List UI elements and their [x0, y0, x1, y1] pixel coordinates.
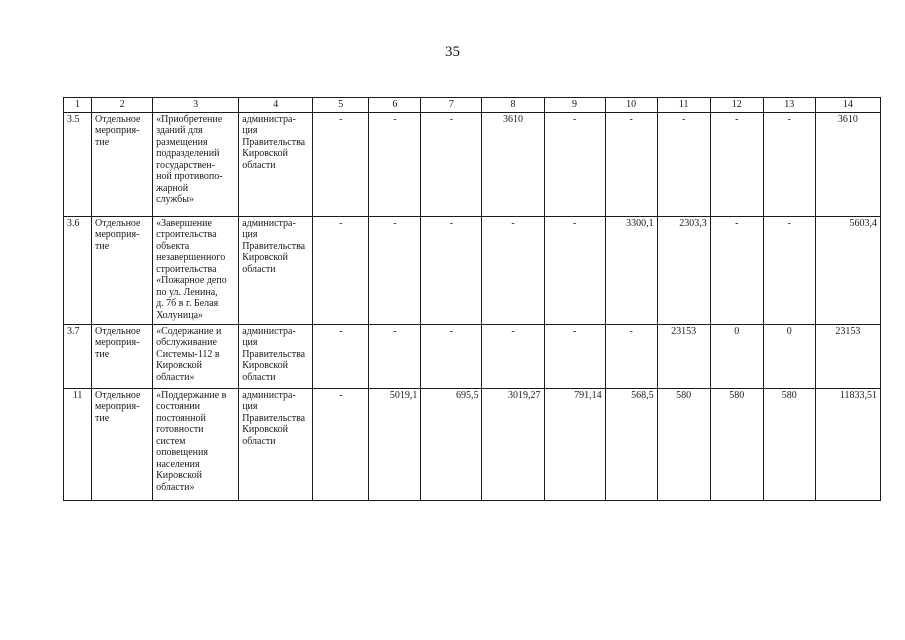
- cell-c6: -: [369, 216, 421, 324]
- header-cell: 6: [369, 98, 421, 113]
- cell-c10: 568,5: [605, 388, 657, 500]
- row-id: 3.5: [64, 112, 92, 216]
- cell-c11: 580: [657, 388, 710, 500]
- cell-c6: -: [369, 112, 421, 216]
- cell-c7: -: [421, 112, 482, 216]
- row-name: «Поддержание в состоянии постоянной готовности систем оповещения населения Кировской области»: [153, 388, 239, 500]
- table-row: [64, 112, 881, 216]
- header-row: [64, 98, 881, 113]
- cell-c11: 2303,3: [657, 216, 710, 324]
- row-name: «Завершение строительства объекта незавершенного строительства «Пожарное депо по ул. Ленина, д. 7б в г. Белая Холуница»: [153, 216, 239, 324]
- cell-c8: 3610: [482, 112, 544, 216]
- row-id: 11: [64, 388, 92, 500]
- header-cell: 14: [815, 98, 880, 113]
- row-type: Отдельное мероприя- тие: [92, 112, 153, 216]
- cell-c10: 3300,1: [605, 216, 657, 324]
- cell-c6: -: [369, 324, 421, 388]
- cell-c10: -: [605, 112, 657, 216]
- cell-c9: -: [544, 324, 605, 388]
- table-row: [64, 216, 881, 324]
- cell-c12: 580: [710, 388, 763, 500]
- cell-c5: -: [313, 216, 369, 324]
- header-cell: 8: [482, 98, 544, 113]
- cell-c14: 23153: [815, 324, 880, 388]
- header-cell: 1: [64, 98, 92, 113]
- cell-c11: 23153: [657, 324, 710, 388]
- row-executor: администра- ция Правительства Кировской области: [239, 324, 313, 388]
- header-cell: 9: [544, 98, 605, 113]
- cell-c8: -: [482, 216, 544, 324]
- cell-c7: 695,5: [421, 388, 482, 500]
- row-executor: администра- ция Правительства Кировской области: [239, 388, 313, 500]
- cell-c14: 3610: [815, 112, 880, 216]
- cell-c13: 580: [763, 388, 815, 500]
- header-cell: 5: [313, 98, 369, 113]
- header-cell: 11: [657, 98, 710, 113]
- cell-c10: -: [605, 324, 657, 388]
- cell-c6: 5019,1: [369, 388, 421, 500]
- row-name: «Приобретение зданий для размещения подразделений государствен- ной противопо- жарной службы»: [153, 112, 239, 216]
- row-executor: администра- ция Правительства Кировской области: [239, 216, 313, 324]
- table-row: [64, 324, 881, 388]
- cell-c8: 3019,27: [482, 388, 544, 500]
- cell-c9: 791,14: [544, 388, 605, 500]
- row-id: 3.7: [64, 324, 92, 388]
- cell-c9: -: [544, 216, 605, 324]
- cell-c9: -: [544, 112, 605, 216]
- cell-c14: 11833,51: [815, 388, 880, 500]
- cell-c14: 5603,4: [815, 216, 880, 324]
- cell-c8: -: [482, 324, 544, 388]
- header-cell: 12: [710, 98, 763, 113]
- cell-c5: -: [313, 324, 369, 388]
- cell-c12: -: [710, 112, 763, 216]
- header-cell: 4: [239, 98, 313, 113]
- cell-c7: -: [421, 324, 482, 388]
- header-cell: 13: [763, 98, 815, 113]
- page-number: 35: [445, 44, 460, 60]
- header-cell: 7: [421, 98, 482, 113]
- cell-c12: -: [710, 216, 763, 324]
- cell-c5: -: [313, 388, 369, 500]
- cell-c11: -: [657, 112, 710, 216]
- program-table: [63, 97, 881, 501]
- cell-c7: -: [421, 216, 482, 324]
- cell-c5: -: [313, 112, 369, 216]
- row-executor: администра- ция Правительства Кировской области: [239, 112, 313, 216]
- header-cell: 3: [153, 98, 239, 113]
- row-id: 3.6: [64, 216, 92, 324]
- row-type: Отдельное мероприя- тие: [92, 324, 153, 388]
- table-row: [64, 388, 881, 500]
- row-name: «Содержание и обслуживание Системы-112 в Кировской области»: [153, 324, 239, 388]
- cell-c13: -: [763, 112, 815, 216]
- row-type: Отдельное мероприя- тие: [92, 216, 153, 324]
- cell-c13: -: [763, 216, 815, 324]
- cell-c13: 0: [763, 324, 815, 388]
- header-cell: 10: [605, 98, 657, 113]
- header-cell: 2: [92, 98, 153, 113]
- cell-c12: 0: [710, 324, 763, 388]
- row-type: Отдельное мероприя- тие: [92, 388, 153, 500]
